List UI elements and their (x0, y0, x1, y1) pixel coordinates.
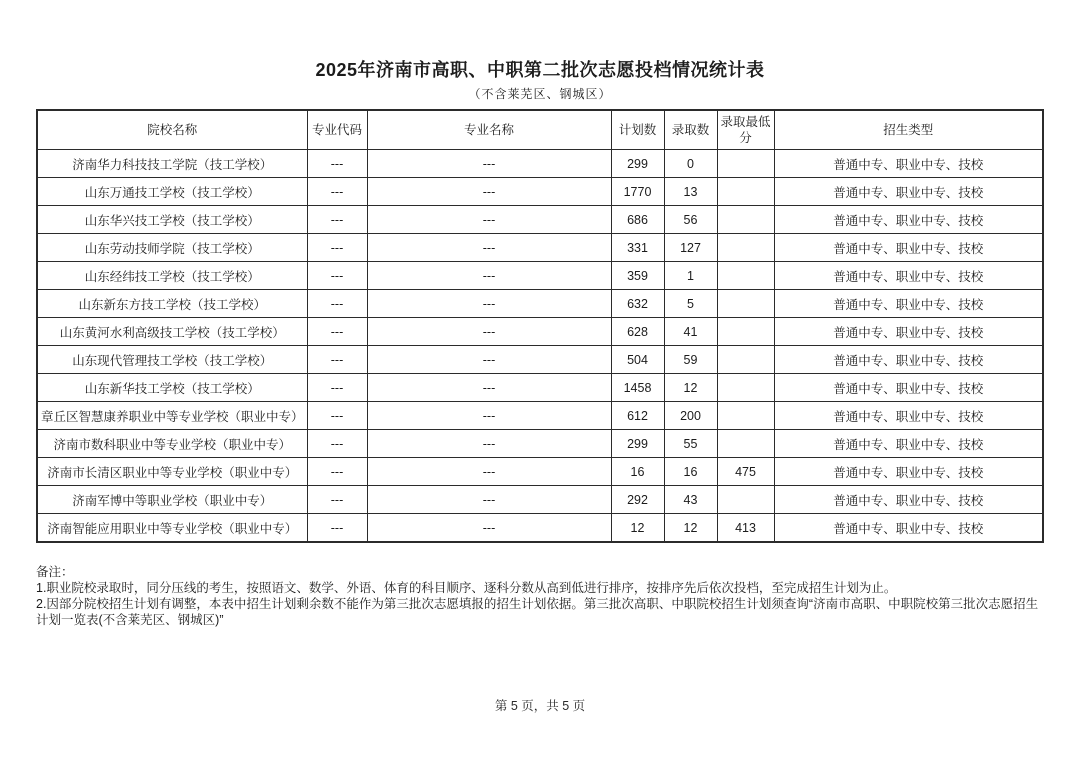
cell-admit-count: 43 (664, 486, 717, 514)
cell-admit-count: 0 (664, 150, 717, 178)
cell-school: 山东华兴技工学校（技工学校） (37, 206, 307, 234)
cell-major-name: --- (367, 486, 611, 514)
notes-section (36, 564, 1044, 628)
table-header-row (37, 110, 1043, 150)
cell-major-name: --- (367, 206, 611, 234)
cell-major-code: --- (307, 262, 367, 290)
cell-admission-type: 普通中专、职业中专、技校 (774, 150, 1043, 178)
notes-label: 备注： (36, 565, 74, 579)
cell-admission-type: 普通中专、职业中专、技校 (774, 430, 1043, 458)
table-row (37, 262, 1043, 290)
cell-major-name: --- (367, 402, 611, 430)
cell-school: 山东新东方技工学校（技工学校） (37, 290, 307, 318)
cell-major-code: --- (307, 458, 367, 486)
page-title: 2025年济南市高职、中职第二批次志愿投档情况统计表 (315, 60, 765, 80)
cell-admission-type: 普通中专、职业中专、技校 (774, 486, 1043, 514)
table-row (37, 234, 1043, 262)
cell-min-score (717, 206, 774, 234)
cell-min-score (717, 234, 774, 262)
cell-admission-type: 普通中专、职业中专、技校 (774, 402, 1043, 430)
cell-school: 山东现代管理技工学校（技工学校） (37, 346, 307, 374)
table-row (37, 178, 1043, 206)
cell-major-name: --- (367, 318, 611, 346)
cell-plan-count: 12 (611, 514, 664, 543)
table-row (37, 150, 1043, 178)
cell-admit-count: 12 (664, 514, 717, 543)
cell-admission-type: 普通中专、职业中专、技校 (774, 318, 1043, 346)
cell-admit-count: 55 (664, 430, 717, 458)
cell-admit-count: 16 (664, 458, 717, 486)
note-item-2: 2.因部分院校招生计划有调整，本表中招生计划剩余数不能作为第三批次志愿填报的招生计划依据。第三批次高职、中职院校招生计划须查询“济南市高职、中职院校第三批次志愿招生计划一览表(不含莱芜区、钢城区)” (36, 597, 1039, 627)
cell-school: 济南市长清区职业中等专业学校（职业中专） (37, 458, 307, 486)
cell-plan-count: 612 (611, 402, 664, 430)
cell-major-name: --- (367, 346, 611, 374)
cell-admit-count: 200 (664, 402, 717, 430)
cell-min-score (717, 374, 774, 402)
cell-admission-type: 普通中专、职业中专、技校 (774, 514, 1043, 543)
cell-admit-count: 13 (664, 178, 717, 206)
cell-major-code: --- (307, 206, 367, 234)
cell-plan-count: 1458 (611, 374, 664, 402)
table-header (37, 110, 1043, 150)
table-row (37, 346, 1043, 374)
table-body (37, 150, 1043, 543)
cell-major-code: --- (307, 234, 367, 262)
cell-plan-count: 628 (611, 318, 664, 346)
cell-school: 山东新华技工学校（技工学校） (37, 374, 307, 402)
cell-major-code: --- (307, 290, 367, 318)
cell-plan-count: 686 (611, 206, 664, 234)
cell-plan-count: 504 (611, 346, 664, 374)
cell-min-score: 413 (717, 514, 774, 543)
cell-plan-count: 16 (611, 458, 664, 486)
note-item-1: 1.职业院校录取时，同分压线的考生，按照语文、数学、外语、体育的科目顺序、逐科分数从高到低进行排序，按排序先后依次投档，至完成招生计划为止。 (36, 581, 897, 595)
cell-min-score (717, 290, 774, 318)
cell-school: 济南军博中等职业学校（职业中专） (37, 486, 307, 514)
table-row (37, 206, 1043, 234)
cell-admission-type: 普通中专、职业中专、技校 (774, 290, 1043, 318)
cell-min-score (717, 402, 774, 430)
cell-major-name: --- (367, 374, 611, 402)
column-header-school: 院校名称 (37, 110, 307, 150)
cell-school: 济南华力科技技工学院（技工学校） (37, 150, 307, 178)
cell-major-code: --- (307, 514, 367, 543)
cell-plan-count: 292 (611, 486, 664, 514)
cell-min-score: 475 (717, 458, 774, 486)
cell-admit-count: 56 (664, 206, 717, 234)
cell-admit-count: 59 (664, 346, 717, 374)
cell-min-score (717, 262, 774, 290)
cell-school: 济南市数科职业中等专业学校（职业中专） (37, 430, 307, 458)
table-row (37, 402, 1043, 430)
table-row (37, 290, 1043, 318)
cell-school: 章丘区智慧康养职业中等专业学校（职业中专） (37, 402, 307, 430)
cell-major-name: --- (367, 262, 611, 290)
cell-admit-count: 127 (664, 234, 717, 262)
cell-plan-count: 299 (611, 150, 664, 178)
cell-major-name: --- (367, 458, 611, 486)
cell-admit-count: 1 (664, 262, 717, 290)
cell-major-code: --- (307, 318, 367, 346)
cell-school: 济南智能应用职业中等专业学校（职业中专） (37, 514, 307, 543)
cell-admission-type: 普通中专、职业中专、技校 (774, 262, 1043, 290)
cell-major-name: --- (367, 290, 611, 318)
cell-admission-type: 普通中专、职业中专、技校 (774, 206, 1043, 234)
cell-major-code: --- (307, 346, 367, 374)
cell-admission-type: 普通中专、职业中专、技校 (774, 458, 1043, 486)
cell-admit-count: 12 (664, 374, 717, 402)
cell-major-code: --- (307, 178, 367, 206)
cell-school: 山东万通技工学校（技工学校） (37, 178, 307, 206)
cell-school: 山东黄河水利高级技工学校（技工学校） (37, 318, 307, 346)
column-header-major-code: 专业代码 (307, 110, 367, 150)
cell-plan-count: 359 (611, 262, 664, 290)
column-header-min-score: 录取最低分 (717, 110, 774, 150)
cell-plan-count: 299 (611, 430, 664, 458)
table-row (37, 374, 1043, 402)
cell-school: 山东劳动技师学院（技工学校） (37, 234, 307, 262)
table-row (37, 486, 1043, 514)
cell-school: 山东经纬技工学校（技工学校） (37, 262, 307, 290)
cell-major-name: --- (367, 150, 611, 178)
admission-stats-table (36, 109, 1044, 543)
column-header-major-name: 专业名称 (367, 110, 611, 150)
cell-min-score (717, 486, 774, 514)
cell-major-name: --- (367, 430, 611, 458)
page-number: 第 5 页，共 5 页 (494, 699, 586, 713)
cell-major-code: --- (307, 486, 367, 514)
cell-admission-type: 普通中专、职业中专、技校 (774, 374, 1043, 402)
table-row (37, 430, 1043, 458)
cell-major-name: --- (367, 178, 611, 206)
cell-admission-type: 普通中专、职业中专、技校 (774, 346, 1043, 374)
cell-plan-count: 331 (611, 234, 664, 262)
cell-admit-count: 41 (664, 318, 717, 346)
cell-major-code: --- (307, 150, 367, 178)
cell-min-score (717, 150, 774, 178)
cell-admission-type: 普通中专、职业中专、技校 (774, 178, 1043, 206)
cell-min-score (717, 346, 774, 374)
cell-min-score (717, 318, 774, 346)
table-row (37, 458, 1043, 486)
column-header-admission-type: 招生类型 (774, 110, 1043, 150)
table-row (37, 514, 1043, 543)
cell-plan-count: 632 (611, 290, 664, 318)
table-row (37, 318, 1043, 346)
column-header-admit-count: 录取数 (664, 110, 717, 150)
cell-plan-count: 1770 (611, 178, 664, 206)
cell-major-name: --- (367, 514, 611, 543)
cell-admission-type: 普通中专、职业中专、技校 (774, 234, 1043, 262)
cell-major-code: --- (307, 402, 367, 430)
page-subtitle: （不含莱芜区、钢城区） (468, 87, 612, 101)
cell-major-code: --- (307, 430, 367, 458)
cell-admit-count: 5 (664, 290, 717, 318)
cell-min-score (717, 178, 774, 206)
cell-major-code: --- (307, 374, 367, 402)
column-header-plan-count: 计划数 (611, 110, 664, 150)
cell-min-score (717, 430, 774, 458)
cell-major-name: --- (367, 234, 611, 262)
